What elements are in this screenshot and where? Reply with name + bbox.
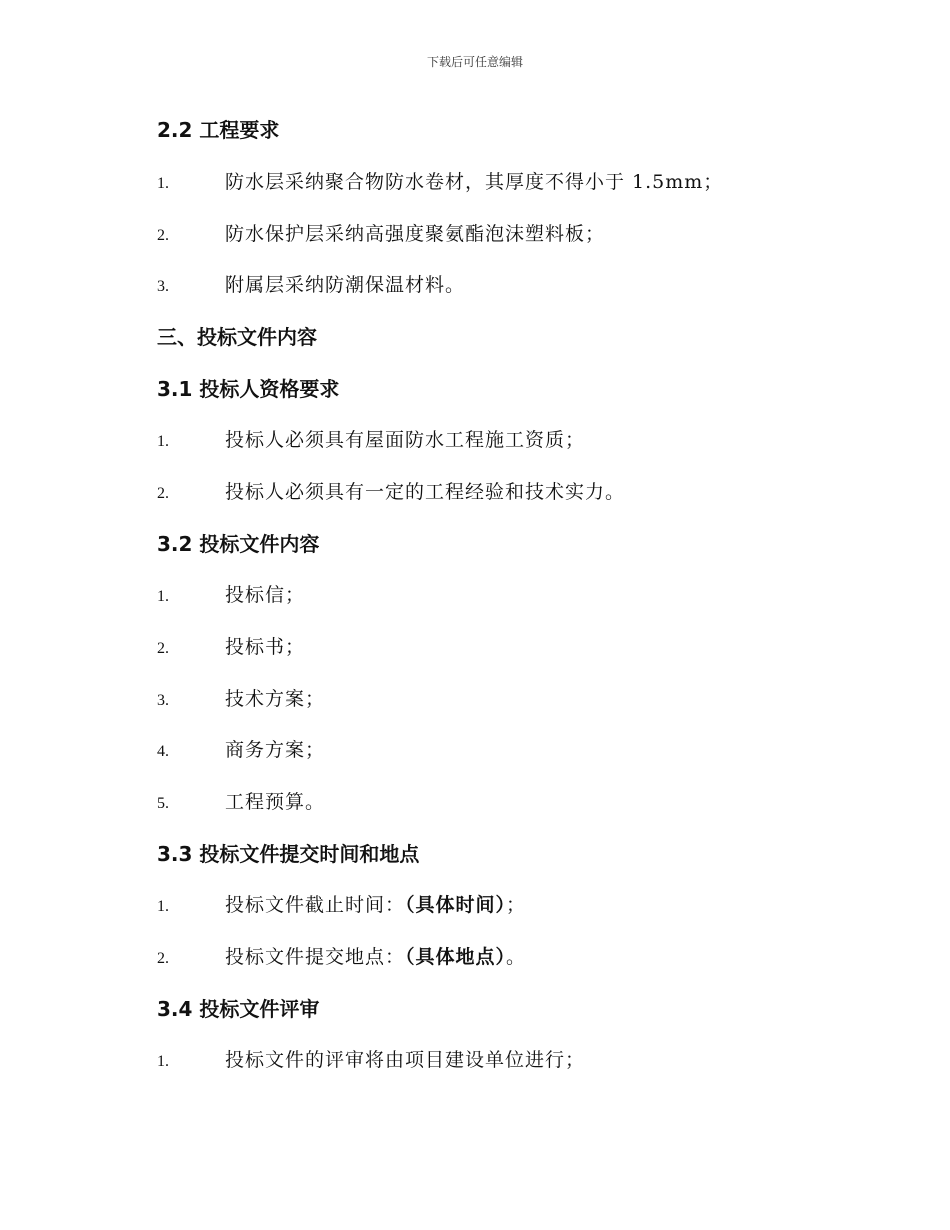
list-item [157,787,325,814]
list-item [157,167,723,194]
list-text: 商务方案； [225,739,326,761]
list-text: 技术方案； [225,688,326,710]
list-item [157,735,325,762]
page-header: 下载后可任意编辑 [426,55,523,69]
list-text: 防水保护层采纳高强度聚氨酯泡沫塑料板； [225,223,606,245]
list-text: 防水层采纳聚合物防水卷材，其厚度不得小于 1.5mm； [225,171,724,193]
list-text-tail: 。 [506,946,527,968]
list-item [157,1045,585,1072]
list-item [157,425,585,452]
list-item [157,270,465,297]
section-2-2-heading: 2.2 工程要求 [157,118,280,142]
section-3-2-heading: 3.2 投标文件内容 [157,532,320,556]
section-3-heading: 三、投标文件内容 [157,325,317,349]
list-number: 3. [157,692,169,709]
list-item [157,942,526,969]
list-item [157,632,305,659]
list-number: 4. [157,743,169,760]
list-text: 投标人必须具有屋面防水工程施工资质； [225,429,586,451]
list-item [157,684,325,711]
list-text: 工程预算。 [225,791,326,813]
list-number: 1. [157,433,169,450]
list-text: 投标书； [225,636,306,658]
list-text: 投标文件截止时间： [225,894,406,916]
list-text-tail: ； [506,894,527,916]
list-number: 1. [157,588,169,605]
list-number: 1. [157,898,169,915]
list-number: 2. [157,950,169,967]
list-item [157,477,625,504]
section-3-1-heading: 3.1 投标人资格要求 [157,377,340,401]
list-number: 5. [157,795,169,812]
section-3-4-heading: 3.4 投标文件评审 [157,997,320,1021]
list-number: 1. [157,175,169,192]
placeholder-location: （具体地点） [405,946,507,968]
list-number: 2. [157,640,169,657]
list-text: 投标文件提交地点： [225,946,406,968]
list-number: 3. [157,278,169,295]
list-number: 2. [157,485,169,502]
list-number: 2. [157,227,169,244]
list-item [157,580,305,607]
list-text: 附属层采纳防潮保温材料。 [225,274,466,296]
list-text: 投标人必须具有一定的工程经验和技术实力。 [225,481,626,503]
list-number: 1. [157,1053,169,1070]
list-item [157,219,605,246]
section-3-3-heading: 3.3 投标文件提交时间和地点 [157,842,420,866]
placeholder-time: （具体时间） [405,894,507,916]
list-item [157,890,526,917]
list-text: 投标文件的评审将由项目建设单位进行； [225,1049,586,1071]
list-text: 投标信； [225,584,306,606]
